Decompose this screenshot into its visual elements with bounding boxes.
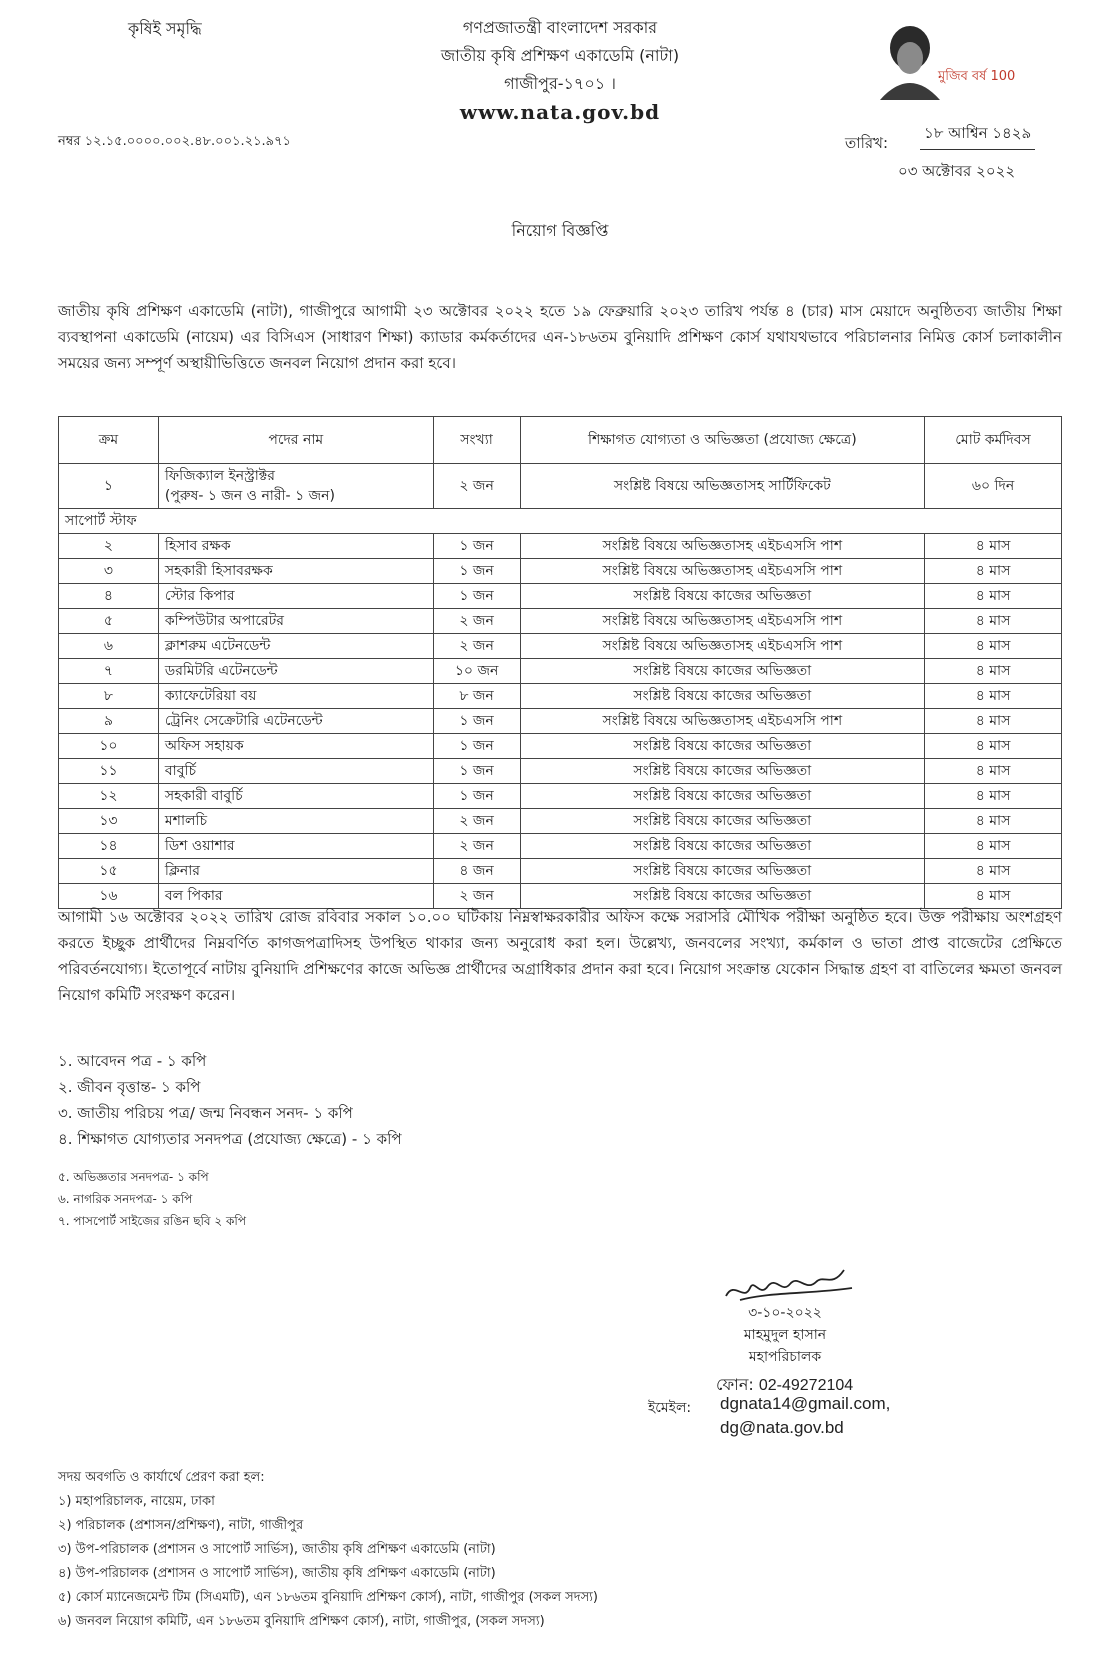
table-row (59, 859, 1062, 884)
table-row (59, 584, 1062, 609)
cell-duration: ৪ মাস (925, 634, 1062, 659)
letterhead (300, 14, 820, 126)
cell-duration: ৪ মাস (925, 809, 1062, 834)
cell-post-name: মশালচি (158, 809, 433, 834)
cell-qualification: সংশ্লিষ্ট বিষয়ে কাজের অভিজ্ঞতা (520, 584, 925, 609)
cell-serial: ৯ (59, 709, 159, 734)
signature-block (620, 1302, 950, 1368)
cell-serial: ৫ (59, 609, 159, 634)
list-item: ৬. নাগরিক সনদপত্র- ১ কপি (58, 1192, 193, 1206)
cell-serial: ২ (59, 534, 159, 559)
col-count: সংখ্যা (433, 417, 520, 464)
website: www.nata.gov.bd (459, 100, 661, 124)
exam-notice-paragraph: আগামী ১৬ অক্টোবর ২০২২ তারিখ রোজ রবিবার সকাল ১০.০০ ঘটিকায় নিম্নস্বাক্ষরকারীর অফিস কক্ষে সরাসরি মৌখিক পরীক্ষা অনুষ্ঠিত হবে। উক্ত পরীক্ষায় অংশগ্রহণ করতে ইচ্ছুক প্রার্থীদের নিম্নবর্ণিত কাগজপত্রাদিসহ উপস্থিত থাকার জন্য অনুরোধ করা হল। উল্লেখ্য, জনবলের সংখ্যা, কর্মকাল ও ভাতা প্রাপ্ত বাজেটের প্রেক্ষিতে পরিবর্তনযোগ্য। ইতোপূর্বে নাটায় বুনিয়াদি প্রশিক্ষণের কাজে অভিজ্ঞ প্রার্থীদের অগ্রাধিকার প্রদান করা হবে। নিয়োগ সংক্রান্ত যেকোন সিদ্ধান্ত গ্রহণ বা বাতিলের ক্ষমতা জনবল নিয়োগ কমিটি সংরক্ষণ করেন। (58, 908, 1062, 1004)
cell-duration: ৪ মাস (925, 659, 1062, 684)
cell-count: ১ জন (433, 734, 520, 759)
cell-count: ১ জন (433, 584, 520, 609)
cell-duration: ৪ মাস (925, 759, 1062, 784)
section-row (59, 509, 1062, 534)
cell-serial: ১০ (59, 734, 159, 759)
cell-serial: ৩ (59, 559, 159, 584)
cell-qualification: সংশ্লিষ্ট বিষয়ে কাজের অভিজ্ঞতা (520, 759, 925, 784)
table-row (59, 559, 1062, 584)
signer-designation: মহাপরিচালক (748, 1349, 822, 1365)
cell-qualification: সংশ্লিষ্ট বিষয়ে কাজের অভিজ্ঞতা (520, 809, 925, 834)
cell-post-name: সহকারী বাবুর্চি (158, 784, 433, 809)
cell-count: ২ জন (433, 609, 520, 634)
table-row (59, 634, 1062, 659)
mujib-borsho-logo (876, 22, 1066, 100)
cell-post-name: অফিস সহায়ক (158, 734, 433, 759)
cell-qualification: সংশ্লিষ্ট বিষয়ে অভিজ্ঞতাসহ এইচএসসি পাশ (520, 534, 925, 559)
cell-qualification: সংশ্লিষ্ট বিষয়ে কাজের অভিজ্ঞতা (520, 734, 925, 759)
cell-count: ১ জন (433, 534, 520, 559)
cell-serial: ১৫ (59, 859, 159, 884)
additional-documents-list (58, 1166, 246, 1232)
col-duration: মোট কর্মদিবস (925, 417, 1062, 464)
cell-serial: ৮ (59, 684, 159, 709)
cell-qualification: সংশ্লিষ্ট বিষয়ে অভিজ্ঞতাসহ এইচএসসি পাশ (520, 634, 925, 659)
cell-serial: ১১ (59, 759, 159, 784)
table-row (59, 609, 1062, 634)
cell-qualification: সংশ্লিষ্ট বিষয়ে অভিজ্ঞতাসহ এইচএসসি পাশ (520, 609, 925, 634)
cell-count: ২ জন (433, 809, 520, 834)
cell-serial: ১৩ (59, 809, 159, 834)
table-row: ১ ফিজিক্যাল ইনস্ট্রাক্টর (পুরুষ- ১ জন ও নারী- ১ জন) ২ জন সংশ্লিষ্ট বিষয়ে অভিজ্ঞতাসহ সার্টিফিকেট ৬০ দিন (59, 464, 1062, 509)
list-item: ৪. শিক্ষাগত যোগ্যতার সনদপত্র (প্রযোজ্য ক্ষেত্রে) - ১ কপি (58, 1130, 402, 1148)
gov-name: গণপ্রজাতন্ত্রী বাংলাদেশ সরকার (462, 18, 658, 37)
cell-count: ২ জন (433, 634, 520, 659)
cell-qualification: সংশ্লিষ্ট বিষয়ে অভিজ্ঞতাসহ এইচএসসি পাশ (520, 709, 925, 734)
cell-serial: ৭ (59, 659, 159, 684)
cell-duration: ৪ মাস (925, 834, 1062, 859)
col-serial: ক্রম (59, 417, 159, 464)
slogan: কৃষিই সমৃদ্ধি (128, 19, 202, 38)
table-header-row (59, 417, 1062, 464)
col-qualification: শিক্ষাগত যোগ্যতা ও অভিজ্ঞতা (প্রযোজ্য ক্ষেত্রে) (520, 417, 925, 464)
cell-post-name: বল পিকার (158, 884, 433, 909)
cell-count: ১ জন (433, 559, 520, 584)
cell-post-name: ট্রেনিং সেক্রেটারি এটেনডেন্ট (158, 709, 433, 734)
cell-serial: ১৬ (59, 884, 159, 909)
table-row (59, 709, 1062, 734)
phone-number: 02-49272104 (758, 1377, 854, 1394)
cell-post-name: ক্লিনার (158, 859, 433, 884)
list-item: ২. জীবন বৃত্তান্ত- ১ কপি (58, 1078, 201, 1096)
date-gregorian: ০৩ অক্টোবর ২০২২ (898, 162, 1016, 180)
cell-serial: ৪ (59, 584, 159, 609)
table-row (59, 834, 1062, 859)
required-documents-list (58, 1048, 402, 1152)
email-secondary[interactable]: dg@nata.gov.bd (720, 1418, 844, 1437)
cell-count: ৮ জন (433, 684, 520, 709)
cell-count: ৪ জন (433, 859, 520, 884)
list-item: ৭. পাসপোর্ট সাইজের রঙিন ছবি ২ কপি (58, 1214, 247, 1228)
cell-post-name: ডরমিটরি এটেনডেন্ট (158, 659, 433, 684)
cell-qualification: সংশ্লিষ্ট বিষয়ে কাজের অভিজ্ঞতা (520, 684, 925, 709)
list-item: ৩. জাতীয় পরিচয় পত্র/ জন্ম নিবন্ধন সনদ- ১ কপি (58, 1104, 353, 1122)
cell-duration: ৪ মাস (925, 559, 1062, 584)
cell-duration: ৪ মাস (925, 709, 1062, 734)
list-item: ১) মহাপরিচালক, নায়েম, ঢাকা (58, 1494, 215, 1509)
cell-duration: ৪ মাস (925, 684, 1062, 709)
list-item: ১. আবেদন পত্র - ১ কপি (58, 1052, 207, 1070)
cell-serial: ১৪ (59, 834, 159, 859)
cell-serial: ১২ (59, 784, 159, 809)
cell-count: ১ জন (433, 709, 520, 734)
date-bangla: ১৮ আশ্বিন ১৪২৯ (920, 122, 1035, 150)
table-row (59, 759, 1062, 784)
org-name: জাতীয় কৃষি প্রশিক্ষণ একাডেমি (নাটা) (440, 46, 680, 65)
org-location: গাজীপুর-১৭০১ । (504, 74, 616, 93)
cell-post-name: হিসাব রক্ষক (158, 534, 433, 559)
col-post-name: পদের নাম (158, 417, 433, 464)
list-item: ৬) জনবল নিয়োগ কমিটি, এন ১৮৬তম বুনিয়াদি প্রশিক্ষণ কোর্স), নাটা, গাজীপুর, (সকল সদস্য) (58, 1614, 545, 1629)
cell-duration: ৪ মাস (925, 734, 1062, 759)
cell-post-name: ডিশ ওয়াশার (158, 834, 433, 859)
section-label: সাপোর্ট স্টাফ (59, 509, 1062, 534)
table-row (59, 534, 1062, 559)
phone: ফোন: 02-49272104 (716, 1375, 854, 1394)
list-item: ৩) উপ-পরিচালক (প্রশাসন ও সাপোর্ট সার্ভিস), জাতীয় কৃষি প্রশিক্ষণ একাডেমি (নাটা) (58, 1542, 496, 1557)
cell-count: ১০ জন (433, 659, 520, 684)
date-label: তারিখ: (845, 134, 889, 152)
cell-duration: ৪ মাস (925, 884, 1062, 909)
list-item: ৫) কোর্স ম্যানেজমেন্ট টিম (সিএমটি), এন ১৮৬তম বুনিয়াদি প্রশিক্ষণ কোর্স), নাটা, গাজীপুর (সকল সদস্য) (58, 1590, 599, 1605)
table-row (59, 734, 1062, 759)
email-label: ইমেইল: (648, 1400, 692, 1416)
cell-duration: ৪ মাস (925, 784, 1062, 809)
cc-section (58, 1466, 598, 1634)
cell-duration: ৪ মাস (925, 534, 1062, 559)
table-row (59, 659, 1062, 684)
memo-number: নম্বর ১২.১৫.০০০০.০০২.৪৮.০০১.২১.৯৭১ (58, 134, 291, 149)
cell-count: ২ জন (433, 834, 520, 859)
cell-qualification: সংশ্লিষ্ট বিষয়ে কাজের অভিজ্ঞতা (520, 884, 925, 909)
email-primary[interactable]: dgnata14@gmail.com, (720, 1394, 891, 1413)
table-row (59, 809, 1062, 834)
page-title: নিয়োগ বিজ্ঞপ্তি (511, 221, 609, 240)
cell-duration: ৪ মাস (925, 609, 1062, 634)
job-table (58, 416, 1062, 909)
cell-count: ১ জন (433, 759, 520, 784)
cell-post-name: কম্পিউটার অপারেটর (158, 609, 433, 634)
cell-duration: ৪ মাস (925, 859, 1062, 884)
cell-count: ১ জন (433, 784, 520, 809)
cc-title: সদয় অবগতি ও কার্যার্থে প্রেরণ করা হল: (58, 1470, 265, 1485)
logo-text: মুজিব বর্ষ 100 (938, 69, 1016, 84)
cell-qualification: সংশ্লিষ্ট বিষয়ে অভিজ্ঞতাসহ এইচএসসি পাশ (520, 559, 925, 584)
cell-qualification: সংশ্লিষ্ট বিষয়ে কাজের অভিজ্ঞতা (520, 784, 925, 809)
cell-post-name: বাবুর্চি (158, 759, 433, 784)
intro-paragraph: জাতীয় কৃষি প্রশিক্ষণ একাডেমি (নাটা), গাজীপুরে আগামী ২৩ অক্টোবর ২০২২ হতে ১৯ ফেব্রুয়ারি ২০২৩ তারিখ পর্যন্ত ৪ (চার) মাস মেয়াদে অনুষ্ঠিতব্য জাতীয় শিক্ষা ব্যবস্থাপনা একাডেমি (নায়েম) এর বিসিএস (সাধারণ শিক্ষা) ক্যাডার কর্মকর্তাদের এন-১৮৬তম বুনিয়াদি প্রশিক্ষণ কোর্স যথাযথভাবে পরিচালনার নিমিত্ত কোর্স চলাকালীন সময়ের জন্য সম্পূর্ণ অস্থায়ীভিত্তিতে জনবল নিয়োগ প্রদান করা হবে। (58, 302, 1062, 372)
list-item: ৫. অভিজ্ঞতার সনদপত্র- ১ কপি (58, 1170, 209, 1184)
cell-post-name: সহকারী হিসাবরক্ষক (158, 559, 433, 584)
list-item: ২) পরিচালক (প্রশাসন/প্রশিক্ষণ), নাটা, গাজীপুর (58, 1518, 304, 1533)
cell-post-name: ক্লাশরুম এটেনডেন্ট (158, 634, 433, 659)
table-row (59, 784, 1062, 809)
cell-qualification: সংশ্লিষ্ট বিষয়ে কাজের অভিজ্ঞতা (520, 659, 925, 684)
cell-count: ২ জন (433, 884, 520, 909)
cell-qualification: সংশ্লিষ্ট বিষয়ে কাজের অভিজ্ঞতা (520, 859, 925, 884)
cell-qualification: সংশ্লিষ্ট বিষয়ে কাজের অভিজ্ঞতা (520, 834, 925, 859)
sign-date: ৩-১০-২০২২ (748, 1305, 822, 1321)
cell-post-name: স্টোর কিপার (158, 584, 433, 609)
list-item: ৪) উপ-পরিচালক (প্রশাসন ও সাপোর্ট সার্ভিস), জাতীয় কৃষি প্রশিক্ষণ একাডেমি (নাটা) (58, 1566, 496, 1581)
cell-serial: ৬ (59, 634, 159, 659)
cell-post-name: ক্যাফেটেরিয়া বয় (158, 684, 433, 709)
signer-name: মাহমুদুল হাসান (743, 1327, 827, 1343)
cc-list (58, 1490, 598, 1634)
cell-duration: ৪ মাস (925, 584, 1062, 609)
table-row (59, 684, 1062, 709)
